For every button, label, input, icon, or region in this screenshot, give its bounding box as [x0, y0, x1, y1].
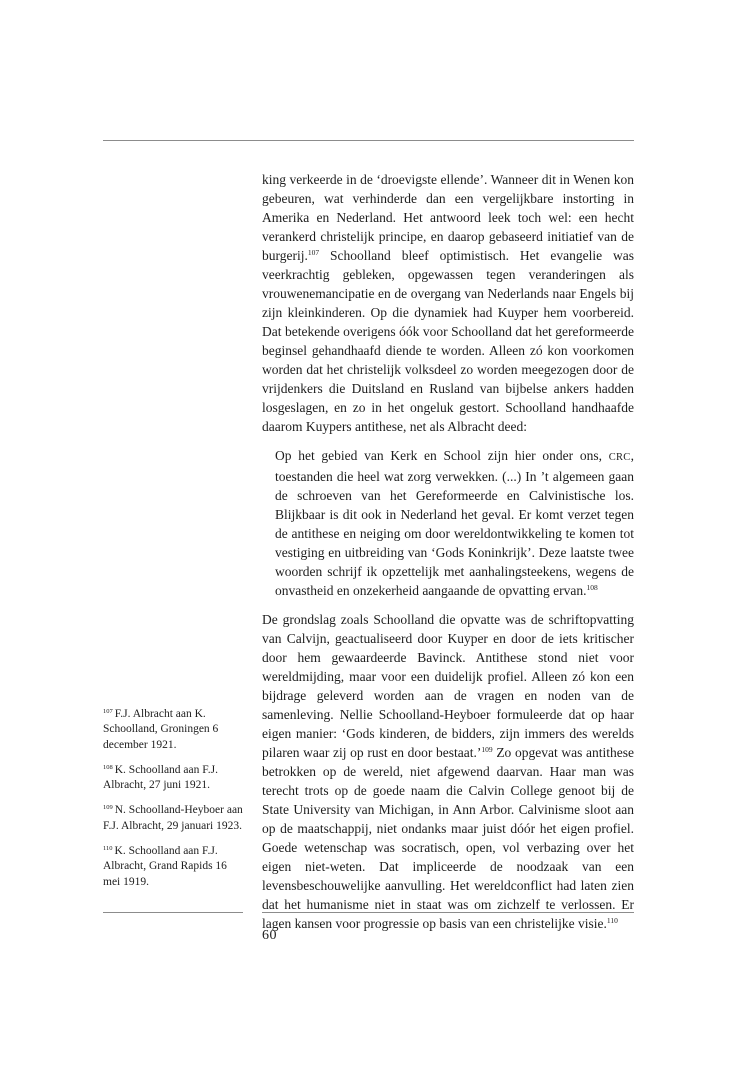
footer-rule	[262, 912, 634, 913]
footnote-ref-107: 107	[307, 248, 320, 257]
footnote-ref-109: 109	[481, 745, 493, 754]
footnote: $^{108}$ K. Schoolland aan F.J. Albracht, 27 juni 1921.	[103, 763, 218, 792]
footnote: $^{107}$ F.J. Albracht aan K. Schoolland, Groningen 6 december 1921.	[103, 708, 219, 751]
footnote-ref-108: 108	[586, 583, 598, 592]
header-rule	[103, 140, 634, 141]
footnote-number: 107	[103, 708, 113, 715]
main-text-column	[262, 170, 634, 933]
paragraph-1: king verkeerde in de ‘droevigste ellende’. Wanneer dit in Wenen kon gebeuren, wat verhinderde dan een vergelijkbare instorting in Amerika en Nederland. Het antwoord leek toch wel: een hecht verankerd christelijk principe, en daarop gebaseerd initiatief van de burgerij.$^{107}$ Schoolland bleef optimistisch. Het evangelie was veerkrachtig gebleken, opgewassen tegen veranderingen als vrouwenemancipatie en de overgang van Nederlands naar Engels bij zijn kleinkinderen. Op die dynamiek had Kuyper hem voorbereid. Dat betekende overigens óók voor Schoolland dat het gereformeerde beginsel gehandhaafd diende te worden. Alleen zó kon voorkomen worden dat het christelijk volksdeel zo worden meegezogen door de vrijdenkers die Duitsland en Rusland van bijbelse ankers hadden losgeslagen, en zo in het ongeluk gestort. Schoolland handhaafde daarom Kuypers antithese, net als Albracht deed:	[262, 172, 634, 434]
footnote-number: 108	[103, 763, 113, 771]
footnote: $^{110}$ K. Schoolland aan F.J. Albracht, Grand Rapids 16 mei 1919.	[103, 845, 227, 888]
footnote-number: 110	[103, 845, 113, 853]
small-caps-abbreviation: CRC	[608, 452, 631, 463]
block-quote: Op het gebied van Kerk en School zijn hier onder ons, CRC, toestanden die heel wat zorg verwekken. (...) In ’t algemeen gaan de schroeven van het Gereformeerde en Calvinistische los. Blijkbaar is dit ook in Nederland het geval. Er komt verzet tegen de antithese en neiging om door wereldontwikkeling te komen tot vestiging en uitbreiding van ‘Gods Koninkrijk’. Deze laatste twee woorden schrijf ik opzettelijk met aanhalingsteekens, wegens de onvastheid en onzekerheid aangaande de opvatting ervan.$^{108}$	[275, 448, 634, 598]
footnote-ref-110: 110	[606, 916, 618, 925]
footnote-number: 109	[103, 804, 113, 812]
footnote-rule	[103, 912, 243, 913]
page-number: 60	[262, 928, 277, 943]
footnote: $^{109}$ N. Schoolland-Heyboer aan F.J. Albracht, 29 januari 1923.	[103, 804, 243, 832]
paragraph-2: De grondslag zoals Schoolland die opvatte was de schriftopvatting van Calvijn, geactualiseerd door Kuyper en door de iets kritischer door hem gewaardeerde Bavinck. Antithese stond niet voor wereldmijding, maar voor een duidelijk profiel. Alleen zó kon een bijdrage geleverd worden aan de vragen en noden van de samenleving. Nellie Schoolland-Heyboer formuleerde dat op haar eigen manier: ‘Gods kinderen, de bidders, zijn immers des werelds pilaren waar zij op rust en door bestaat.’$^{109}$ Zo opgevat was antithese betrokken op de wereld, niet afgewend daarvan. Haar man was terecht trots op de goede naam die Calvin College genoot bij de State University van Michigan, in Ann Arbor. Calvinisme sloot aan op de maatschappij, niet ondanks maar juist dóór het eigen profiel. Goede wetenschap was socratisch, open, vol verbazing over het eigen niet-weten. Dat impliceerde de noodzaak van een levensbeschouwelijke aanvulling. Het wereldconflict had laten zien dat het humanisme niet in staat was om zichzelf te verlossen. Er lagen kansen voor progressie op basis van een christelijke visie.$^{110}$	[262, 612, 634, 931]
footnotes-column	[103, 707, 245, 900]
